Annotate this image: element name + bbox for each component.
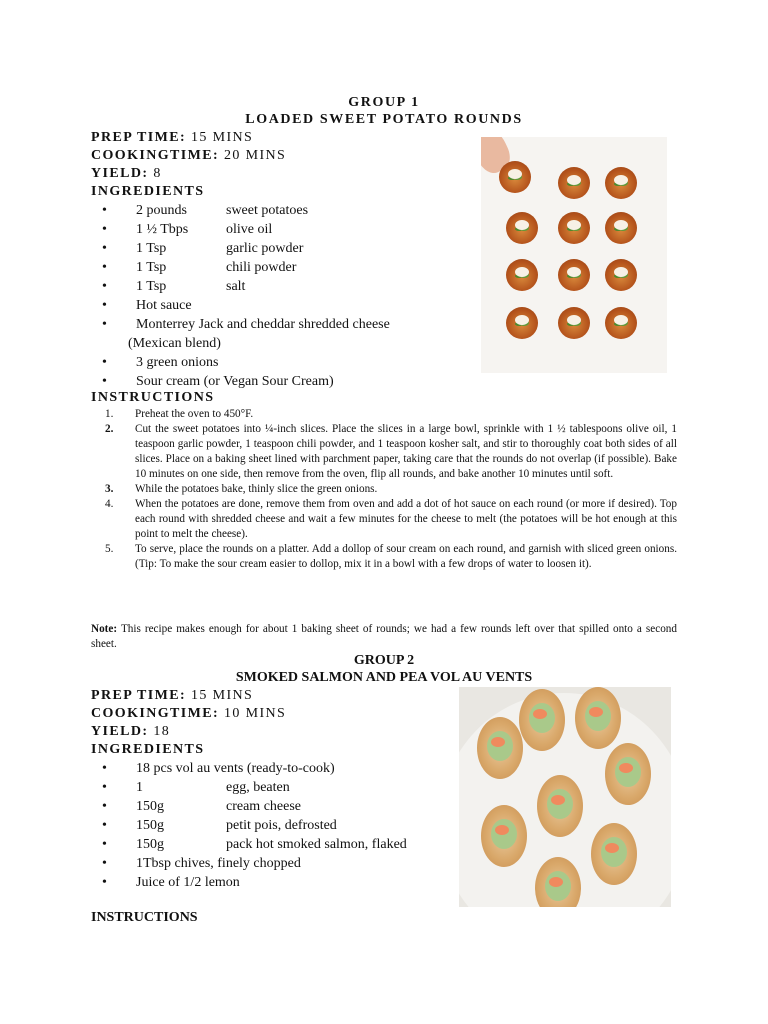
group2-cook-time: COOKINGTIME: 10 MINS: [91, 706, 287, 721]
group2-instructions-heading: INSTRUCTIONS: [91, 910, 198, 925]
group1-instruction-list: [91, 407, 677, 572]
instruction-step: 3. While the potatoes bake, thinly slice the green onions.: [105, 483, 378, 495]
group1-instructions-heading: INSTRUCTIONS: [91, 390, 215, 405]
ingredient-item: • Hot sauce: [102, 298, 192, 313]
group1-ingredient-list: [102, 201, 390, 391]
group2-prep-time: PREP TIME: 15 MINS: [91, 688, 254, 703]
group1-ingredients-heading: INGREDIENTS: [91, 184, 205, 199]
ingredient-item: • 1 Tsp salt: [102, 279, 246, 294]
ingredient-item: • Monterrey Jack and cheddar shredded cheese: [102, 317, 390, 332]
group2-ingredients-heading: INGREDIENTS: [91, 742, 205, 757]
group1-prep-time: PREP TIME: 15 MINS: [91, 130, 254, 145]
ingredient-item-continued: (Mexican blend): [128, 336, 221, 351]
group1-cook-time: COOKINGTIME: 20 MINS: [91, 148, 287, 163]
group2-yield: YIELD: 18: [91, 724, 171, 739]
group1-title: LOADED SWEET POTATO ROUNDS: [245, 112, 523, 127]
group1-label: GROUP 1: [348, 95, 420, 110]
ingredient-item: • Sour cream (or Vegan Sour Cream): [102, 374, 334, 389]
group2-label: GROUP 2: [353, 653, 415, 668]
instruction-step: 2. Cut the sweet potatoes into ¼-inch slices. Place the slices in a large bowl, sprinkle with 1 ½ tablespoons olive oil, 1 teaspoon garlic powder, 1 teaspoon chili powder, and 1 teaspoon kosher salt, and stir to thoroughly coat both sides of all slices. Place on a baking sheet lined with parchment paper, taking care that the rounds do not overlap (if possible). Bake 10 minutes on one side, then remove from the oven, flip all rounds, and bake another 10 minutes until soft.: [105, 423, 677, 480]
instruction-step: 5. To serve, place the rounds on a platter. Add a dollop of sour cream on each round, and garnish with sliced green onions. (Tip: To make the sour cream easier to dollop, mix it in a bowl with a few drops of water to loosen it).: [105, 543, 677, 570]
sweet-potato-rounds-photo: [481, 137, 667, 373]
ingredient-item: • 1 ½ Tbps olive oil: [102, 222, 273, 237]
group2-title: SMOKED SALMON AND PEA VOL AU VENTS: [235, 670, 533, 685]
recipe-page: GROUP 1 LOADED SWEET POTATO ROUNDS PREP TIME: 15 MINS COOKINGTIME: 20 MINS YIELD: 8 INGREDIENTS • 2 pounds sweet potatoes • 1 ½ Tbps olive oil • 1 Tsp garlic powder • 1 Tsp chili powder • 1 Tsp salt • Hot sauce • Monterrey Jack and cheddar shredded cheese (Mexican blend) • 3 green onions • Sour cream (or Vegan Sour Cream) INSTRUCTIONS 1. Preheat the oven to 450°F. 2. Cut the sweet potatoes into ¼-inch slices. Place the slices in a large bowl, sprinkle with 1 ½ tablespoons olive oil, 1 teaspoon garlic powder, 1 teaspoon chili powder, and 1 teaspoon kosher salt, and stir to thoroughly coat both sides of all slices. Place on a baking sheet lined with parchment paper, taking care that the rounds do not overlap (if possible). Bake 10 minutes on one side, then remove from the oven, flip all rounds, and bake another 10 minutes until soft. 3. While the potatoes bake, thinly slice the green onions. 4. When the potatoes are done, remove them from oven and add a dot of hot sauce on each round (or more if desired). Top each round with shredded cheese and wait a few minutes for the cheese to melt (the potatoes will be hot enough at this point to melt the cheese). 5. To serve, place the rounds on a platter. Add a dollop of sour cream on each round, and garnish with sliced green onions. (Tip: To make the sour cream easier to dollop, mix it in a bowl with a few drops of water to loosen it). Note: This recipe makes enough for about 1 baking sheet of rounds; we had a few rounds left over that spilled onto a second sheet. GROUP 2 SMOKED SALMON AND PEA VOL AU VENTS PREP TIME: 15 MINS COOKINGTIME: 10 MINS YIELD: 18 INGREDIENTS • 18 pcs vol au vents (ready-to-cook) • 1 egg, beaten • 150g cream cheese • 150g petit pois, defrosted • 150g pack hot smoked salmon, flaked • 1Tbsp chives, finely chopped • Juice of 1/2 lemon INSTRUCTIONS: [0, 0, 768, 1024]
ingredient-item: • 3 green onions: [102, 355, 219, 370]
vol-au-vents-photo: [459, 687, 671, 907]
ingredient-item: • 2 pounds sweet potatoes: [102, 203, 309, 218]
group1-note: Note: This recipe makes enough for about 1 baking sheet of rounds; we had a few rounds left over that spilled onto a second sheet.: [91, 623, 677, 650]
instruction-step: 1. Preheat the oven to 450°F.: [105, 408, 254, 420]
ingredient-item: • 1 Tsp garlic powder: [102, 241, 304, 256]
ingredient-item: • 1 Tsp chili powder: [102, 260, 297, 275]
group1-yield: YIELD: 8: [91, 166, 162, 181]
instruction-step: 4. When the potatoes are done, remove them from oven and add a dot of hot sauce on each round (or more if desired). Top each round with shredded cheese and wait a few minutes for the cheese to melt (the potatoes will be hot enough at this point to melt the cheese).: [105, 498, 677, 540]
